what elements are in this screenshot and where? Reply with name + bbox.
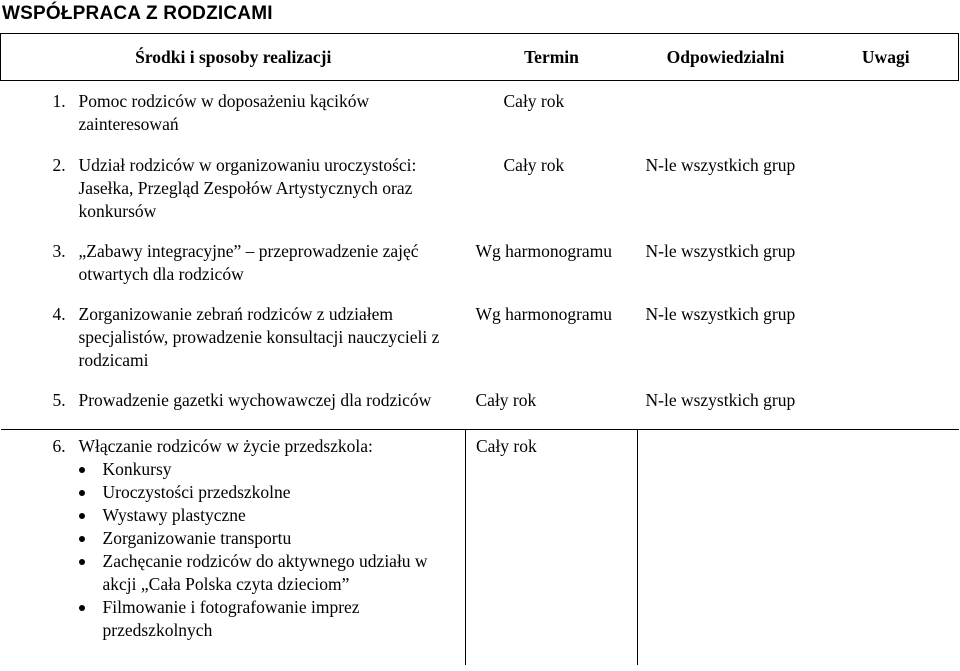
item-text: Zorganizowanie zebrań rodziców z udziałem specjalistów, prowadzenie konsultacji nauczycieli z rodzicami [78,304,440,370]
bullet-list [53,458,466,642]
header-notes: Uwagi [814,34,959,81]
table-row [1,154,959,239]
responsible-text: N-le wszystkich grup [645,241,796,261]
item-cell [1,154,466,239]
notes-cell [814,388,959,430]
header-responsible: Odpowiedzialni [638,34,814,81]
term-cell [466,154,638,239]
responsible-cell [638,430,959,666]
responsible-cell [638,302,814,388]
term-cell [466,430,638,666]
item-text: Prowadzenie gazetki wychowawczej dla rodziców [78,390,432,410]
term-text: Wg harmonogramu [475,241,613,261]
term-cell [466,302,638,388]
table-row [1,430,959,666]
term-text: Cały rok [475,390,537,410]
list-item: Konkursy [79,458,466,481]
page-title: WSPÓŁPRACA Z RODZICAMI [2,3,273,24]
table-row [1,302,959,388]
item-text: Pomoc rodziców w doposażeniu kącików zainteresowań [78,91,370,134]
table-row [1,81,959,155]
notes-cell [814,239,959,302]
item-number: 6. [52,436,66,456]
header-term: Termin [466,34,638,81]
table-row [1,388,959,430]
responsible-cell [638,388,814,430]
item-number: 4. [52,304,66,324]
term-text: Cały rok [503,155,565,175]
notes-cell [814,81,959,155]
list-item: Wystawy plastyczne [79,504,466,527]
responsible-cell [638,154,814,239]
notes-cell [814,302,959,388]
list-item: Uroczystości przedszkolne [79,481,466,504]
responsible-cell [638,239,814,302]
term-text: Wg harmonogramu [475,304,613,324]
table-row [1,239,959,302]
item-text: Udział rodziców w organizowaniu uroczystości: Jasełka, Przegląd Zespołów Artystycznych oraz konkursów [78,155,417,221]
list-item: Filmowanie i fotografowanie imprez przedszkolnych [79,596,466,642]
item-cell [1,81,466,155]
item-number: 2. [52,155,66,175]
term-text: Cały rok [476,436,537,456]
item-text: Włączanie rodziców w życie przedszkola: [78,436,373,456]
term-cell [466,388,638,430]
responsible-text: N-le wszystkich grup [645,155,796,175]
list-item: Zorganizowanie transportu [79,527,466,550]
item-cell [1,239,466,302]
notes-cell [814,154,959,239]
header-means: Środki i sposoby realizacji [1,34,466,81]
item-cell [1,430,466,666]
responsible-text: N-le wszystkich grup [645,304,796,324]
responsible-text: N-le wszystkich grup [645,390,796,410]
item-cell [1,388,466,430]
item-text: „Zabawy integracyjne” – przeprowadzenie zajęć otwartych dla rodziców [78,241,419,284]
term-cell [466,239,638,302]
item-number: 1. [52,91,66,111]
item-cell [1,302,466,388]
table-header-row [1,34,959,81]
responsible-cell [638,81,814,155]
term-cell [466,81,638,155]
list-item: Zachęcanie rodziców do aktywnego udziału w akcji „Cała Polska czyta dzieciom” [79,550,466,596]
cooperation-table [0,33,959,665]
item-number: 5. [52,390,66,410]
term-text: Cały rok [503,91,565,111]
item-number: 3. [52,241,66,261]
